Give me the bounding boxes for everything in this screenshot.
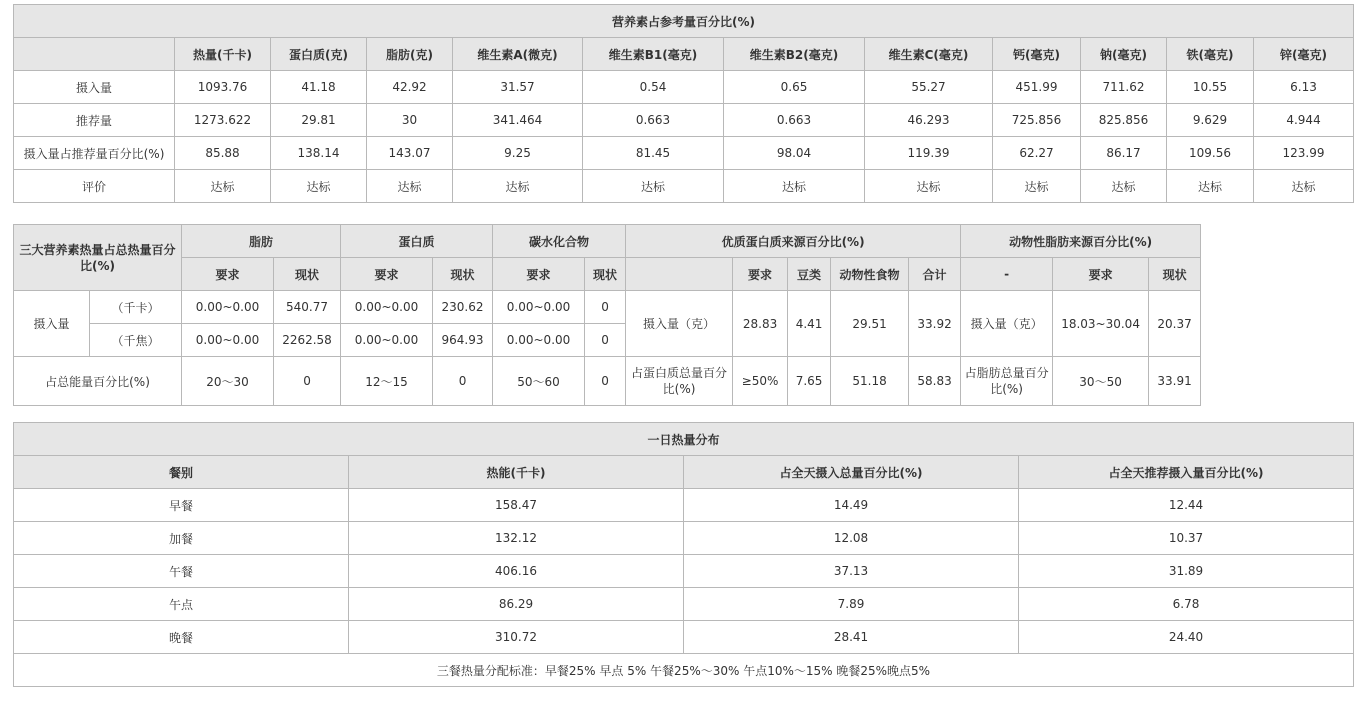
column-header: 维生素B1(毫克) — [583, 38, 724, 71]
table-cell: 540.77 — [274, 291, 341, 324]
table-row — [14, 137, 1354, 170]
table-cell: 20.37 — [1149, 291, 1201, 357]
table-row — [14, 291, 1201, 324]
nutrient-reference-table — [13, 4, 1354, 203]
column-header — [14, 38, 175, 71]
table-cell: 1093.76 — [175, 71, 271, 104]
table-row — [14, 522, 1354, 555]
evaluation-cell: 达标 — [367, 170, 453, 203]
meal-label: 午点 — [14, 588, 349, 621]
column-header: 占全天推荐摄入量百分比(%) — [1019, 456, 1354, 489]
table-cell: 46.293 — [865, 104, 993, 137]
evaluation-cell: 达标 — [865, 170, 993, 203]
table-cell: 138.14 — [271, 137, 367, 170]
table-cell: 0.663 — [724, 104, 865, 137]
column-header: 维生素A(微克) — [453, 38, 583, 71]
table-cell: 0 — [274, 357, 341, 406]
table-cell: 51.18 — [831, 357, 909, 406]
meal-header-row — [14, 456, 1354, 489]
table-cell: 24.40 — [1019, 621, 1354, 654]
column-header: 现状 — [585, 258, 626, 291]
column-header: 维生素B2(毫克) — [724, 38, 865, 71]
table-cell: 81.45 — [583, 137, 724, 170]
column-header: 要求 — [182, 258, 274, 291]
table-cell: 9.629 — [1167, 104, 1254, 137]
table-cell: 0.00~0.00 — [493, 324, 585, 357]
table-cell: 0 — [585, 291, 626, 324]
meal-label: 加餐 — [14, 522, 349, 555]
column-header: 锌(毫克) — [1254, 38, 1354, 71]
table-cell: 37.13 — [684, 555, 1019, 588]
evaluation-cell: 达标 — [993, 170, 1081, 203]
table-cell: 28.83 — [733, 291, 788, 357]
table-cell: 12～15 — [341, 357, 433, 406]
table-cell: 12.08 — [684, 522, 1019, 555]
meal-table-title: 一日热量分布 — [14, 423, 1354, 456]
table-cell: 4.944 — [1254, 104, 1354, 137]
row-label: 推荐量 — [14, 104, 175, 137]
table-cell: 10.55 — [1167, 71, 1254, 104]
table-cell: 4.41 — [788, 291, 831, 357]
table-row — [14, 170, 1354, 203]
row-label: 摄入量（克） — [961, 291, 1053, 357]
nutrient-header-row — [14, 38, 1354, 71]
evaluation-cell: 达标 — [583, 170, 724, 203]
table-cell: 41.18 — [271, 71, 367, 104]
column-header: 维生素C(毫克) — [865, 38, 993, 71]
evaluation-cell: 达标 — [724, 170, 865, 203]
column-header: 要求 — [493, 258, 585, 291]
table-cell: 29.51 — [831, 291, 909, 357]
unit-label: （千焦） — [90, 324, 182, 357]
evaluation-cell: 达标 — [271, 170, 367, 203]
table-cell: 31.57 — [453, 71, 583, 104]
table-cell: 0.00~0.00 — [341, 291, 433, 324]
table-cell: 14.49 — [684, 489, 1019, 522]
column-header: 餐别 — [14, 456, 349, 489]
table-cell: 964.93 — [433, 324, 493, 357]
evaluation-cell: 达标 — [453, 170, 583, 203]
table-cell: 230.62 — [433, 291, 493, 324]
table-cell: 0.00~0.00 — [493, 291, 585, 324]
column-header: 动物性食物 — [831, 258, 909, 291]
table-cell: 310.72 — [349, 621, 684, 654]
table-cell: 341.464 — [453, 104, 583, 137]
meal-label: 晚餐 — [14, 621, 349, 654]
quality-protein-group-header: 优质蛋白质来源百分比(%) — [626, 225, 961, 258]
table-cell: 132.12 — [349, 522, 684, 555]
table-cell: 30 — [367, 104, 453, 137]
column-header: 钠(毫克) — [1081, 38, 1167, 71]
table-cell: 85.88 — [175, 137, 271, 170]
table-cell: 725.856 — [993, 104, 1081, 137]
protein-group-header: 蛋白质 — [341, 225, 493, 258]
table-cell: 825.856 — [1081, 104, 1167, 137]
column-header — [626, 258, 733, 291]
table-row — [14, 621, 1354, 654]
column-header: 脂肪(克) — [367, 38, 453, 71]
macro-header-row — [14, 225, 1201, 258]
macro-corner-header: 三大营养素热量占总热量百分比(%) — [14, 225, 182, 291]
unit-label: （千卡） — [90, 291, 182, 324]
table-cell: 86.17 — [1081, 137, 1167, 170]
table-cell: 2262.58 — [274, 324, 341, 357]
table-cell: 62.27 — [993, 137, 1081, 170]
row-label: 摄入量占推荐量百分比(%) — [14, 137, 175, 170]
daily-energy-distribution-table — [13, 422, 1354, 687]
animal-fat-group-header: 动物性脂肪来源百分比(%) — [961, 225, 1201, 258]
table-cell: 7.89 — [684, 588, 1019, 621]
meal-standard-note: 三餐热量分配标准：早餐25% 早点 5% 午餐25%～30% 午点10%～15% 晚餐25%晚点5% — [14, 654, 1354, 687]
column-header: 现状 — [1149, 258, 1201, 291]
meal-label: 早餐 — [14, 489, 349, 522]
column-header: 现状 — [274, 258, 341, 291]
table-cell: 31.89 — [1019, 555, 1354, 588]
table-cell: 30～50 — [1053, 357, 1149, 406]
row-label: 摄入量（克） — [626, 291, 733, 357]
meal-label: 午餐 — [14, 555, 349, 588]
table-cell: 6.13 — [1254, 71, 1354, 104]
table-cell: 12.44 — [1019, 489, 1354, 522]
column-header: 钙(毫克) — [993, 38, 1081, 71]
table-cell: 0.00~0.00 — [182, 291, 274, 324]
table-cell: 451.99 — [993, 71, 1081, 104]
table-cell: 1273.622 — [175, 104, 271, 137]
evaluation-cell: 达标 — [1167, 170, 1254, 203]
column-header: 合计 — [909, 258, 961, 291]
column-header: 豆类 — [788, 258, 831, 291]
table-cell: 6.78 — [1019, 588, 1354, 621]
row-label: 评价 — [14, 170, 175, 203]
table-cell: 18.03~30.04 — [1053, 291, 1149, 357]
column-header: 要求 — [341, 258, 433, 291]
table-row — [14, 555, 1354, 588]
table-cell: 29.81 — [271, 104, 367, 137]
column-header: 现状 — [433, 258, 493, 291]
table-cell: 0.54 — [583, 71, 724, 104]
column-header: 热量(千卡) — [175, 38, 271, 71]
row-label: 占总能量百分比(%) — [14, 357, 182, 406]
table-cell: 0 — [585, 324, 626, 357]
row-label: 摄入量 — [14, 71, 175, 104]
table-cell: 158.47 — [349, 489, 684, 522]
table-cell: 33.91 — [1149, 357, 1201, 406]
table-cell: 58.83 — [909, 357, 961, 406]
table-cell: 0 — [585, 357, 626, 406]
macronutrient-energy-table — [13, 224, 1201, 406]
column-header: 热能(千卡) — [349, 456, 684, 489]
carb-group-header: 碳水化合物 — [493, 225, 626, 258]
table-cell: 42.92 — [367, 71, 453, 104]
table-cell: 55.27 — [865, 71, 993, 104]
table-row — [14, 489, 1354, 522]
table-cell: 10.37 — [1019, 522, 1354, 555]
column-header: 占全天摄入总量百分比(%) — [684, 456, 1019, 489]
table-row — [14, 104, 1354, 137]
table-cell: 0.00~0.00 — [341, 324, 433, 357]
table-cell: ≥50% — [733, 357, 788, 406]
table-cell: 86.29 — [349, 588, 684, 621]
column-header: 要求 — [1053, 258, 1149, 291]
table-cell: 50～60 — [493, 357, 585, 406]
table-cell: 33.92 — [909, 291, 961, 357]
table-cell: 28.41 — [684, 621, 1019, 654]
evaluation-cell: 达标 — [175, 170, 271, 203]
table-row — [14, 71, 1354, 104]
table-cell: 20～30 — [182, 357, 274, 406]
table-cell: 406.16 — [349, 555, 684, 588]
macro-subheader-row — [14, 258, 1201, 291]
table-cell: 0 — [433, 357, 493, 406]
table-cell: 109.56 — [1167, 137, 1254, 170]
column-header: 蛋白质(克) — [271, 38, 367, 71]
nutrient-table-title: 营养素占参考量百分比(%) — [14, 5, 1354, 38]
column-header: - — [961, 258, 1053, 291]
table-cell: 711.62 — [1081, 71, 1167, 104]
table-cell: 143.07 — [367, 137, 453, 170]
table-cell: 7.65 — [788, 357, 831, 406]
fat-group-header: 脂肪 — [182, 225, 341, 258]
table-cell: 119.39 — [865, 137, 993, 170]
column-header: 要求 — [733, 258, 788, 291]
row-label: 占脂肪总量百分比(%) — [961, 357, 1053, 406]
evaluation-cell: 达标 — [1254, 170, 1354, 203]
table-cell: 0.00~0.00 — [182, 324, 274, 357]
table-cell: 9.25 — [453, 137, 583, 170]
table-cell: 0.663 — [583, 104, 724, 137]
table-cell: 123.99 — [1254, 137, 1354, 170]
table-row — [14, 357, 1201, 406]
column-header: 铁(毫克) — [1167, 38, 1254, 71]
table-cell: 98.04 — [724, 137, 865, 170]
table-row — [14, 588, 1354, 621]
table-cell: 0.65 — [724, 71, 865, 104]
row-label: 占蛋白质总量百分比(%) — [626, 357, 733, 406]
intake-label: 摄入量 — [14, 291, 90, 357]
evaluation-cell: 达标 — [1081, 170, 1167, 203]
